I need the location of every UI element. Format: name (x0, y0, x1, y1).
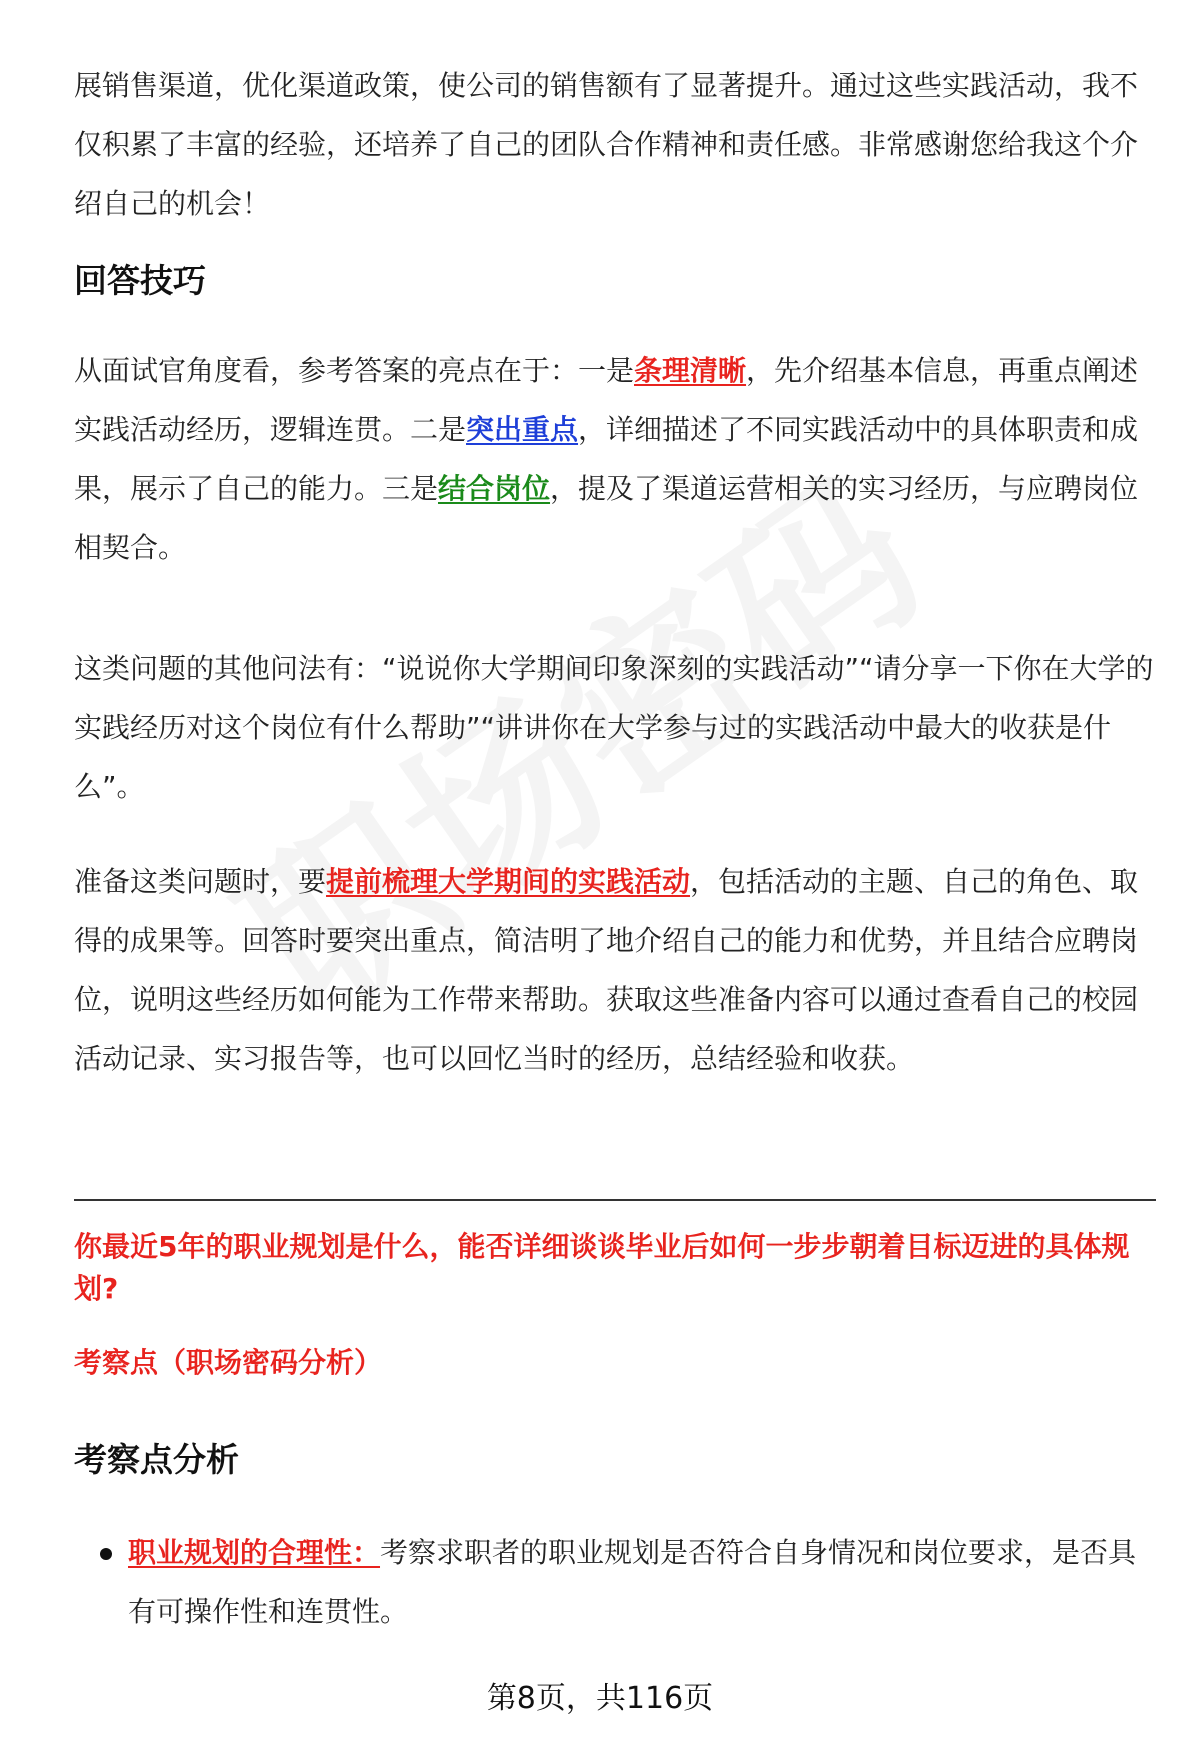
highlight-prepare: 提前梳理大学期间的实践活动 (326, 865, 691, 898)
text-span: ，包括活动的主题、自己的角色、取得的成果等。回答时要突出重点，简洁明了地介绍自己的能力和优势，并且结合应聘岗位，说明这些经历如何能为工作带来帮助。获取这些准备内容可以通过查看自己的校园活动记录、实习报告等，也可以回忆当时的经历，总结经验和收获。 (74, 865, 1139, 1075)
page-footer: 第8页，共116页 (486, 1681, 714, 1716)
question-subtitle: 考察点（职场密码分析） (74, 1346, 383, 1379)
analysis-heading: 考察点分析 (74, 1440, 239, 1479)
tips-paragraph-3 (74, 852, 1154, 1088)
analysis-bullet (128, 1523, 1158, 1641)
intro-paragraph: 展销售渠道，优化渠道政策，使公司的销售额有了显著提升。通过这些实践活动，我不仅积累了丰富的经验，还培养了自己的团队合作精神和责任感。非常感谢您给我这个介绍自己的机会！ (74, 69, 1139, 220)
bullet-text: 考察求职者的职业规划是否符合自身情况和岗位要求，是否具有可操作性和连贯性。 (128, 1536, 1137, 1628)
section-divider (74, 1199, 1156, 1201)
text-span: ，先介绍基本信息，再重点阐述实践活动经历，逻辑连贯。二是 (74, 354, 1139, 446)
text-span: 从面试官角度看，参考答案的亮点在于：一是 (74, 354, 635, 387)
bullet-dot-icon (100, 1548, 112, 1560)
tips-heading: 回答技巧 (74, 261, 206, 300)
tips-paragraph-2: 这类问题的其他问法有：“说说你大学期间印象深刻的实践活动”“请分享一下你在大学的实践经历对这个岗位有什么帮助”“讲讲你在大学参与过的实践活动中最大的收获是什么”。 (74, 652, 1154, 803)
highlight-position: 结合岗位 (438, 472, 551, 505)
text-span: ，详细描述了不同实践活动中的具体职责和成果，展示了自己的能力。三是 (74, 413, 1139, 505)
bullet-label: 职业规划的合理性： (128, 1536, 381, 1569)
highlight-organized: 条理清晰 (634, 354, 747, 387)
highlight-focus: 突出重点 (466, 413, 579, 446)
text-span: ，提及了渠道运营相关的实习经历，与应聘岗位相契合。 (74, 472, 1139, 564)
tips-paragraph-1 (74, 341, 1154, 577)
text-span: 准备这类问题时，要 (74, 865, 327, 898)
question-title: 你最近5年的职业规划是什么，能否详细谈谈毕业后如何一步步朝着目标迈进的具体规划? (74, 1230, 1130, 1305)
